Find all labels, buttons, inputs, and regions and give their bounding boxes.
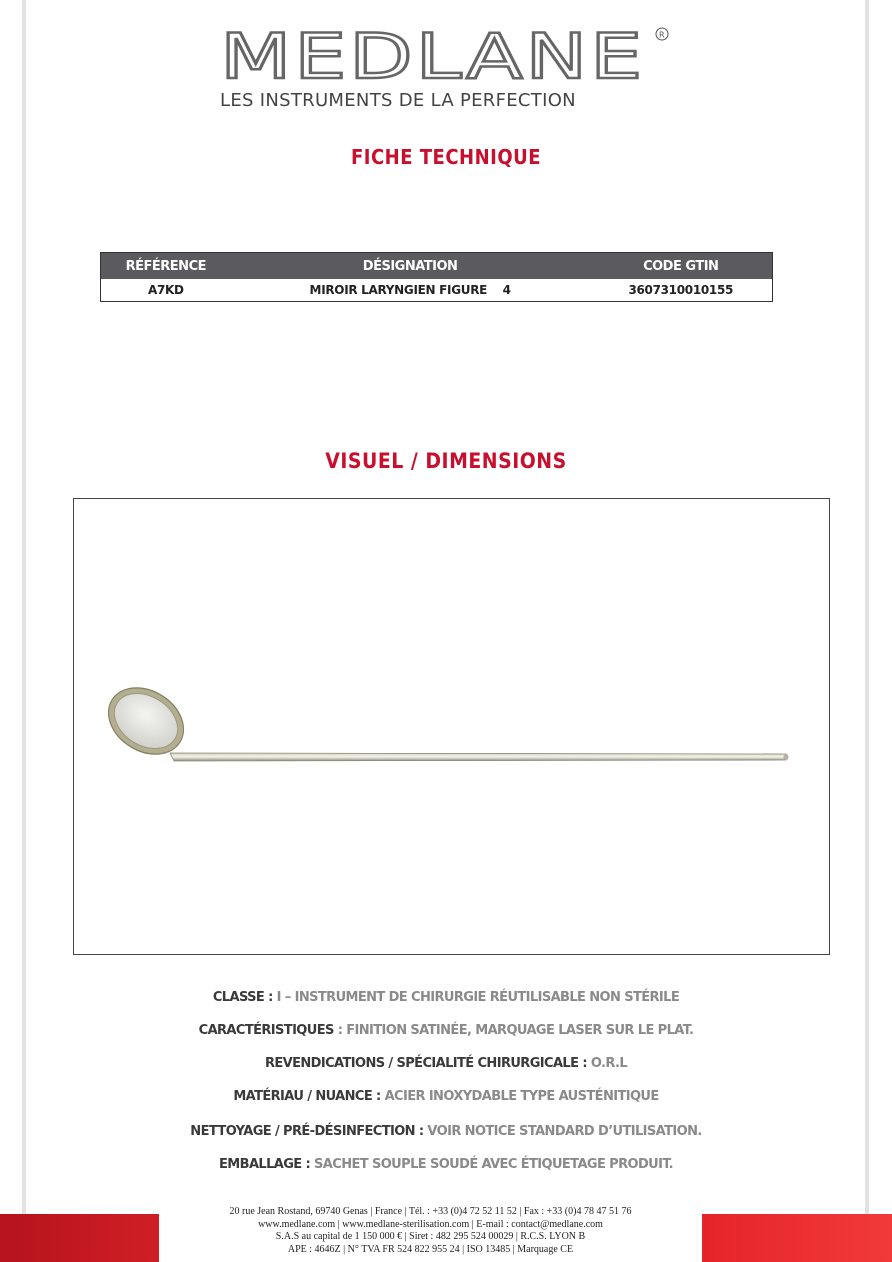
- footer-red-bar-right: [702, 1214, 892, 1262]
- visuel-dimensions-title: VISUEL / DIMENSIONS: [325, 449, 567, 473]
- spec-line: [0, 1089, 892, 1104]
- spec-line: [0, 990, 892, 1005]
- product-table: [100, 252, 773, 302]
- spec-line: [0, 1157, 892, 1172]
- spec-value: ACIER INOXYDABLE TYPE AUSTÉNITIQUE: [384, 1089, 659, 1104]
- fiche-technique-title: FICHE TECHNIQUE: [350, 145, 542, 169]
- spec-value: O.R.L: [590, 1056, 628, 1071]
- spec-line: [0, 1124, 892, 1139]
- footer-address-line: 20 rue Jean Rostand, 69740 Genas | France | Tél. : +33 (0)4 72 52 11 52 | Fax : +33 (0)4 78 47 51 76: [229, 1206, 632, 1217]
- spec-key: CLASSE :: [212, 990, 277, 1005]
- product-visual-frame: [73, 498, 830, 955]
- footer-cert-line: APE : 4646Z | N° TVA FR 524 822 955 24 | ISO 13485 | Marquage CE: [287, 1243, 574, 1255]
- footer-legal-line: S.A.S au capital de 1 150 000 € | Siret : 482 295 524 00029 | R.C.S. LYON B: [275, 1231, 586, 1242]
- spec-key: EMBALLAGE :: [219, 1157, 315, 1172]
- cell-designation: MIROIR LARYNGIEN FIGURE 4: [309, 283, 511, 297]
- spec-key: CARACTÉRISTIQUES: [198, 1023, 334, 1038]
- footer-red-bar-left: [0, 1214, 159, 1262]
- footer-web-line: www.medlane.com | www.medlane-sterilisation.com | E-mail : contact@medlane.com: [258, 1218, 603, 1230]
- spec-value: : FINITION SATINÉE, MARQUAGE LASER SUR LE PLAT.: [333, 1023, 694, 1038]
- header-reference: RÉFÉRENCE: [101, 253, 231, 280]
- spec-line: [0, 1056, 892, 1071]
- spec-value: SACHET SOUPLE SOUDÉ AVEC ÉTIQUETAGE PRODUIT.: [314, 1157, 673, 1172]
- table-header-row: [101, 253, 773, 280]
- header-designation: DÉSIGNATION: [231, 253, 590, 280]
- spec-key: REVENDICATIONS / SPÉCIALITÉ CHIRURGICALE :: [264, 1056, 591, 1071]
- company-footer: [159, 1206, 702, 1256]
- cell-reference: A7KD: [147, 283, 184, 297]
- spec-value: VOIR NOTICE STANDARD D’UTILISATION.: [427, 1124, 702, 1139]
- spec-line: [0, 1023, 892, 1038]
- spec-key: NETTOYAGE / PRÉ-DÉSINFECTION :: [190, 1124, 428, 1139]
- laryngeal-mirror-image: [74, 499, 831, 956]
- spec-value: I – INSTRUMENT DE CHIRURGIE RÉUTILISABLE NON STÉRILE: [276, 990, 680, 1005]
- table-row: [101, 279, 773, 302]
- cell-gtin: 3607310010155: [628, 283, 734, 297]
- logo-wordmark: MEDLANE: [220, 22, 645, 92]
- brand-tagline: LES INSTRUMENTS DE LA PERFECTION: [220, 90, 576, 111]
- header-gtin: CODE GTIN: [590, 253, 773, 280]
- spec-key: MATÉRIAU / NUANCE :: [233, 1089, 385, 1104]
- svg-text:R: R: [659, 30, 665, 40]
